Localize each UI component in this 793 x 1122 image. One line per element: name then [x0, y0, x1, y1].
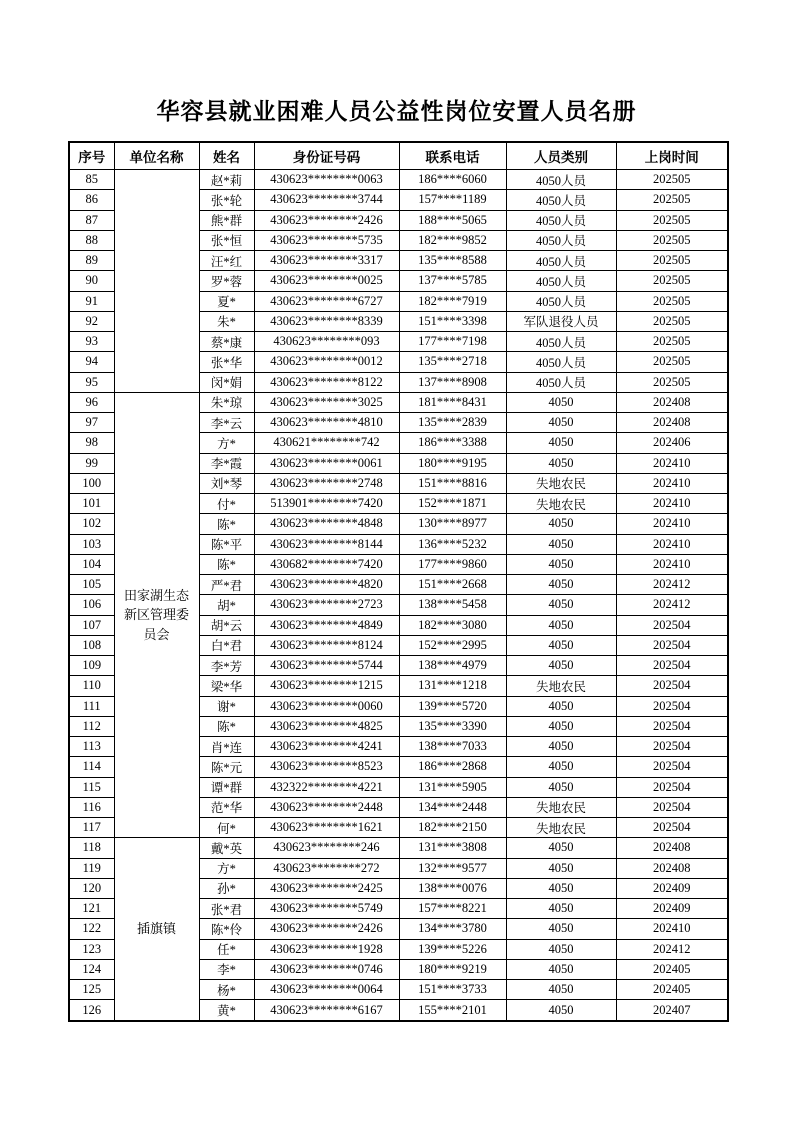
- start-date-cell: 202408: [616, 838, 728, 858]
- start-date-cell: 202505: [616, 230, 728, 250]
- row-no: 121: [69, 899, 114, 919]
- name-cell: 任*: [199, 939, 254, 959]
- category-cell: 军队退役人员: [506, 311, 616, 331]
- phone-cell: 135****2839: [399, 413, 506, 433]
- name-cell: 汪*红: [199, 251, 254, 271]
- name-cell: 张*君: [199, 899, 254, 919]
- id-cell: 430623********0746: [254, 959, 399, 979]
- phone-cell: 182****7919: [399, 291, 506, 311]
- table-row: [69, 838, 728, 858]
- category-cell: 4050: [506, 656, 616, 676]
- name-cell: 刘*琴: [199, 473, 254, 493]
- row-no: 97: [69, 413, 114, 433]
- name-cell: 戴*英: [199, 838, 254, 858]
- start-date-cell: 202410: [616, 554, 728, 574]
- category-cell: 失地农民: [506, 797, 616, 817]
- row-no: 112: [69, 716, 114, 736]
- row-no: 104: [69, 554, 114, 574]
- start-date-cell: 202410: [616, 453, 728, 473]
- phone-cell: 138****0076: [399, 878, 506, 898]
- phone-cell: 180****9219: [399, 959, 506, 979]
- row-no: 109: [69, 656, 114, 676]
- id-cell: 430623********0064: [254, 980, 399, 1000]
- id-cell: 430623********5744: [254, 656, 399, 676]
- id-cell: 430623********4241: [254, 737, 399, 757]
- header-name: 姓名: [199, 142, 254, 170]
- category-cell: 4050: [506, 737, 616, 757]
- start-date-cell: 202505: [616, 332, 728, 352]
- name-cell: 孙*: [199, 878, 254, 898]
- name-cell: 朱*琼: [199, 392, 254, 412]
- row-no: 105: [69, 575, 114, 595]
- start-date-cell: 202505: [616, 210, 728, 230]
- row-no: 103: [69, 534, 114, 554]
- name-cell: 谢*: [199, 696, 254, 716]
- start-date-cell: 202505: [616, 352, 728, 372]
- category-cell: 4050人员: [506, 190, 616, 210]
- phone-cell: 177****9860: [399, 554, 506, 574]
- start-date-cell: 202412: [616, 595, 728, 615]
- name-cell: 李*云: [199, 413, 254, 433]
- header-id-number: 身份证号码: [254, 142, 399, 170]
- phone-cell: 182****3080: [399, 615, 506, 635]
- id-cell: 430623********8144: [254, 534, 399, 554]
- phone-cell: 138****5458: [399, 595, 506, 615]
- row-no: 95: [69, 372, 114, 392]
- id-cell: 430623********5749: [254, 899, 399, 919]
- category-cell: 4050: [506, 899, 616, 919]
- row-no: 111: [69, 696, 114, 716]
- name-cell: 陈*: [199, 514, 254, 534]
- phone-cell: 155****2101: [399, 1000, 506, 1021]
- name-cell: 陈*元: [199, 757, 254, 777]
- start-date-cell: 202505: [616, 170, 728, 190]
- row-no: 119: [69, 858, 114, 878]
- row-no: 122: [69, 919, 114, 939]
- category-cell: 4050: [506, 575, 616, 595]
- start-date-cell: 202505: [616, 251, 728, 271]
- phone-cell: 186****6060: [399, 170, 506, 190]
- id-cell: 430623********8124: [254, 635, 399, 655]
- row-no: 117: [69, 818, 114, 838]
- roster-table: [68, 141, 729, 1022]
- name-cell: 方*: [199, 858, 254, 878]
- phone-cell: 138****7033: [399, 737, 506, 757]
- category-cell: 4050: [506, 777, 616, 797]
- phone-cell: 139****5226: [399, 939, 506, 959]
- phone-cell: 134****2448: [399, 797, 506, 817]
- phone-cell: 151****3733: [399, 980, 506, 1000]
- id-cell: 430621********742: [254, 433, 399, 453]
- category-cell: 失地农民: [506, 494, 616, 514]
- category-cell: 4050人员: [506, 372, 616, 392]
- phone-cell: 135****2718: [399, 352, 506, 372]
- category-cell: 4050人员: [506, 230, 616, 250]
- id-cell: 430623********2426: [254, 919, 399, 939]
- name-cell: 付*: [199, 494, 254, 514]
- category-cell: 4050: [506, 635, 616, 655]
- id-cell: 430623********6167: [254, 1000, 399, 1021]
- row-no: 106: [69, 595, 114, 615]
- row-no: 102: [69, 514, 114, 534]
- phone-cell: 136****5232: [399, 534, 506, 554]
- name-cell: 陈*伶: [199, 919, 254, 939]
- name-cell: 夏*: [199, 291, 254, 311]
- category-cell: 4050: [506, 959, 616, 979]
- start-date-cell: 202408: [616, 413, 728, 433]
- id-cell: 430623********0061: [254, 453, 399, 473]
- category-cell: 4050: [506, 757, 616, 777]
- header-phone: 联系电话: [399, 142, 506, 170]
- name-cell: 李*: [199, 959, 254, 979]
- name-cell: 张*华: [199, 352, 254, 372]
- name-cell: 白*君: [199, 635, 254, 655]
- row-no: 123: [69, 939, 114, 959]
- start-date-cell: 202504: [616, 757, 728, 777]
- phone-cell: 151****2668: [399, 575, 506, 595]
- id-cell: 430623********2723: [254, 595, 399, 615]
- id-cell: 430623********0025: [254, 271, 399, 291]
- table-row: [69, 170, 728, 190]
- row-no: 114: [69, 757, 114, 777]
- name-cell: 陈*: [199, 554, 254, 574]
- category-cell: 4050: [506, 413, 616, 433]
- name-cell: 罗*蓉: [199, 271, 254, 291]
- category-cell: 4050: [506, 919, 616, 939]
- category-cell: 4050: [506, 453, 616, 473]
- name-cell: 黄*: [199, 1000, 254, 1021]
- phone-cell: 134****3780: [399, 919, 506, 939]
- id-cell: 430623********3744: [254, 190, 399, 210]
- row-no: 100: [69, 473, 114, 493]
- row-no: 94: [69, 352, 114, 372]
- row-no: 91: [69, 291, 114, 311]
- name-cell: 李*芳: [199, 656, 254, 676]
- category-cell: 失地农民: [506, 676, 616, 696]
- name-cell: 陈*: [199, 716, 254, 736]
- name-cell: 范*华: [199, 797, 254, 817]
- header-start-date: 上岗时间: [616, 142, 728, 170]
- id-cell: 430623********246: [254, 838, 399, 858]
- phone-cell: 151****3398: [399, 311, 506, 331]
- name-cell: 肖*连: [199, 737, 254, 757]
- phone-cell: 137****5785: [399, 271, 506, 291]
- id-cell: 430623********2425: [254, 878, 399, 898]
- category-cell: 4050: [506, 595, 616, 615]
- start-date-cell: 202505: [616, 190, 728, 210]
- id-cell: 430623********4848: [254, 514, 399, 534]
- name-cell: 蔡*康: [199, 332, 254, 352]
- row-no: 118: [69, 838, 114, 858]
- phone-cell: 131****5905: [399, 777, 506, 797]
- id-cell: 430623********272: [254, 858, 399, 878]
- phone-cell: 186****2868: [399, 757, 506, 777]
- phone-cell: 180****9195: [399, 453, 506, 473]
- id-cell: 430623********0060: [254, 696, 399, 716]
- id-cell: 430623********093: [254, 332, 399, 352]
- id-cell: 430623********2426: [254, 210, 399, 230]
- start-date-cell: 202412: [616, 939, 728, 959]
- id-cell: 430623********1928: [254, 939, 399, 959]
- start-date-cell: 202505: [616, 271, 728, 291]
- row-no: 113: [69, 737, 114, 757]
- name-cell: 胡*: [199, 595, 254, 615]
- category-cell: 4050: [506, 392, 616, 412]
- start-date-cell: 202410: [616, 514, 728, 534]
- category-cell: 4050: [506, 534, 616, 554]
- start-date-cell: 202504: [616, 656, 728, 676]
- start-date-cell: 202410: [616, 919, 728, 939]
- category-cell: 4050人员: [506, 291, 616, 311]
- phone-cell: 152****2995: [399, 635, 506, 655]
- id-cell: 430623********0012: [254, 352, 399, 372]
- start-date-cell: 202405: [616, 959, 728, 979]
- table-row: [69, 392, 728, 412]
- id-cell: 430623********2448: [254, 797, 399, 817]
- phone-cell: 157****1189: [399, 190, 506, 210]
- category-cell: 4050: [506, 514, 616, 534]
- header-row: [69, 142, 728, 170]
- id-cell: 430623********3317: [254, 251, 399, 271]
- name-cell: 胡*云: [199, 615, 254, 635]
- phone-cell: 130****8977: [399, 514, 506, 534]
- category-cell: 4050: [506, 716, 616, 736]
- category-cell: 失地农民: [506, 473, 616, 493]
- name-cell: 梁*华: [199, 676, 254, 696]
- row-no: 87: [69, 210, 114, 230]
- roster-header: [69, 142, 728, 170]
- phone-cell: 181****8431: [399, 392, 506, 412]
- name-cell: 陈*平: [199, 534, 254, 554]
- phone-cell: 186****3388: [399, 433, 506, 453]
- category-cell: 4050: [506, 554, 616, 574]
- row-no: 101: [69, 494, 114, 514]
- unit-cell: 插旗镇: [114, 838, 199, 1021]
- row-no: 124: [69, 959, 114, 979]
- name-cell: 赵*莉: [199, 170, 254, 190]
- row-no: 92: [69, 311, 114, 331]
- category-cell: 4050人员: [506, 352, 616, 372]
- id-cell: 430623********8523: [254, 757, 399, 777]
- phone-cell: 182****2150: [399, 818, 506, 838]
- id-cell: 430623********8339: [254, 311, 399, 331]
- id-cell: 430623********4820: [254, 575, 399, 595]
- phone-cell: 138****4979: [399, 656, 506, 676]
- name-cell: 杨*: [199, 980, 254, 1000]
- category-cell: 4050: [506, 980, 616, 1000]
- start-date-cell: 202408: [616, 392, 728, 412]
- row-no: 99: [69, 453, 114, 473]
- category-cell: 失地农民: [506, 818, 616, 838]
- category-cell: 4050: [506, 696, 616, 716]
- phone-cell: 157****8221: [399, 899, 506, 919]
- name-cell: 朱*: [199, 311, 254, 331]
- id-cell: 430623********1215: [254, 676, 399, 696]
- id-cell: 513901********7420: [254, 494, 399, 514]
- start-date-cell: 202504: [616, 797, 728, 817]
- start-date-cell: 202410: [616, 494, 728, 514]
- phone-cell: 139****5720: [399, 696, 506, 716]
- row-no: 126: [69, 1000, 114, 1021]
- row-no: 108: [69, 635, 114, 655]
- start-date-cell: 202504: [616, 777, 728, 797]
- category-cell: 4050: [506, 858, 616, 878]
- row-no: 89: [69, 251, 114, 271]
- phone-cell: 177****7198: [399, 332, 506, 352]
- start-date-cell: 202408: [616, 858, 728, 878]
- start-date-cell: 202505: [616, 291, 728, 311]
- start-date-cell: 202407: [616, 1000, 728, 1021]
- category-cell: 4050: [506, 1000, 616, 1021]
- name-cell: 闵*娟: [199, 372, 254, 392]
- category-cell: 4050: [506, 939, 616, 959]
- name-cell: 张*轮: [199, 190, 254, 210]
- category-cell: 4050: [506, 433, 616, 453]
- id-cell: 430682********7420: [254, 554, 399, 574]
- name-cell: 谭*群: [199, 777, 254, 797]
- name-cell: 李*霞: [199, 453, 254, 473]
- id-cell: 430623********4825: [254, 716, 399, 736]
- page-title: 华容县就业困难人员公益性岗位安置人员名册: [156, 98, 637, 124]
- phone-cell: 135****3390: [399, 716, 506, 736]
- category-cell: 4050: [506, 838, 616, 858]
- id-cell: 430623********3025: [254, 392, 399, 412]
- id-cell: 430623********0063: [254, 170, 399, 190]
- phone-cell: 131****3808: [399, 838, 506, 858]
- row-no: 85: [69, 170, 114, 190]
- id-cell: 430623********5735: [254, 230, 399, 250]
- phone-cell: 152****1871: [399, 494, 506, 514]
- phone-cell: 131****1218: [399, 676, 506, 696]
- start-date-cell: 202409: [616, 899, 728, 919]
- row-no: 90: [69, 271, 114, 291]
- row-no: 120: [69, 878, 114, 898]
- start-date-cell: 202504: [616, 716, 728, 736]
- phone-cell: 182****9852: [399, 230, 506, 250]
- row-no: 110: [69, 676, 114, 696]
- id-cell: 430623********6727: [254, 291, 399, 311]
- start-date-cell: 202410: [616, 473, 728, 493]
- start-date-cell: 202504: [616, 737, 728, 757]
- start-date-cell: 202412: [616, 575, 728, 595]
- row-no: 115: [69, 777, 114, 797]
- name-cell: 严*君: [199, 575, 254, 595]
- id-cell: 432322********4221: [254, 777, 399, 797]
- unit-cell: [114, 170, 199, 393]
- start-date-cell: 202405: [616, 980, 728, 1000]
- start-date-cell: 202504: [616, 615, 728, 635]
- id-cell: 430623********8122: [254, 372, 399, 392]
- category-cell: 4050人员: [506, 251, 616, 271]
- start-date-cell: 202504: [616, 676, 728, 696]
- category-cell: 4050: [506, 615, 616, 635]
- phone-cell: 188****5065: [399, 210, 506, 230]
- phone-cell: 132****9577: [399, 858, 506, 878]
- id-cell: 430623********4810: [254, 413, 399, 433]
- name-cell: 张*恒: [199, 230, 254, 250]
- category-cell: 4050人员: [506, 210, 616, 230]
- category-cell: 4050人员: [506, 170, 616, 190]
- start-date-cell: 202406: [616, 433, 728, 453]
- phone-cell: 135****8588: [399, 251, 506, 271]
- row-no: 88: [69, 230, 114, 250]
- row-no: 125: [69, 980, 114, 1000]
- row-no: 86: [69, 190, 114, 210]
- id-cell: 430623********2748: [254, 473, 399, 493]
- start-date-cell: 202504: [616, 696, 728, 716]
- header-unit-name: 单位名称: [114, 142, 199, 170]
- row-no: 107: [69, 615, 114, 635]
- start-date-cell: 202505: [616, 311, 728, 331]
- header-serial-number: 序号: [69, 142, 114, 170]
- start-date-cell: 202409: [616, 878, 728, 898]
- start-date-cell: 202504: [616, 818, 728, 838]
- name-cell: 何*: [199, 818, 254, 838]
- header-person-category: 人员类别: [506, 142, 616, 170]
- row-no: 98: [69, 433, 114, 453]
- start-date-cell: 202410: [616, 534, 728, 554]
- category-cell: 4050: [506, 878, 616, 898]
- name-cell: 熊*群: [199, 210, 254, 230]
- row-no: 96: [69, 392, 114, 412]
- roster-body: [69, 170, 728, 1022]
- row-no: 116: [69, 797, 114, 817]
- unit-cell: 田家湖生态新区管理委员会: [114, 392, 199, 838]
- id-cell: 430623********4849: [254, 615, 399, 635]
- id-cell: 430623********1621: [254, 818, 399, 838]
- phone-cell: 137****8908: [399, 372, 506, 392]
- category-cell: 4050人员: [506, 332, 616, 352]
- start-date-cell: 202504: [616, 635, 728, 655]
- start-date-cell: 202505: [616, 372, 728, 392]
- phone-cell: 151****8816: [399, 473, 506, 493]
- name-cell: 方*: [199, 433, 254, 453]
- category-cell: 4050人员: [506, 271, 616, 291]
- row-no: 93: [69, 332, 114, 352]
